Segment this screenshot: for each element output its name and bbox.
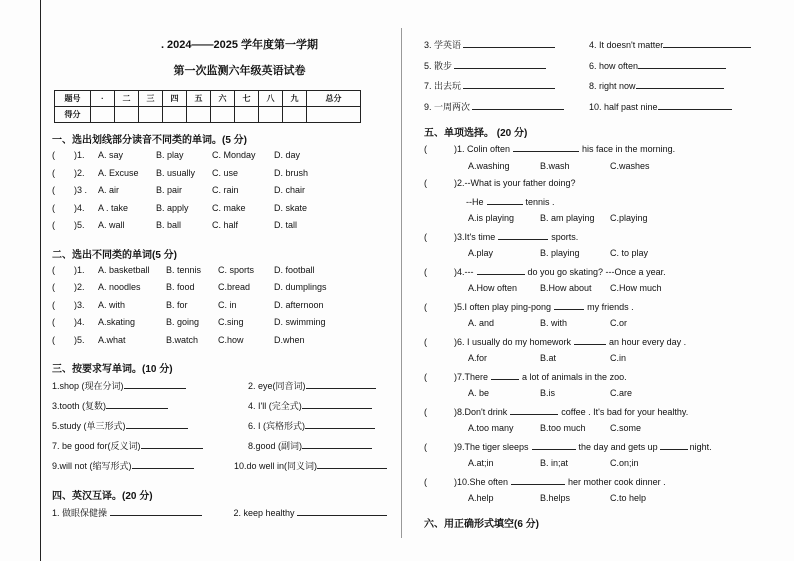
option-b: B. going bbox=[166, 317, 200, 327]
option-c: C.How much bbox=[610, 283, 662, 293]
answer-blank[interactable] bbox=[302, 440, 372, 449]
answer-blank[interactable] bbox=[491, 371, 519, 380]
score-entry-cell[interactable] bbox=[211, 107, 235, 123]
word-form-row bbox=[52, 459, 387, 479]
translation-prompt: 2. keep healthy bbox=[233, 508, 295, 518]
option-a: A. Excuse bbox=[98, 167, 139, 178]
word-form-prompt: 4. I'll (完全式) bbox=[248, 401, 302, 411]
mc-question bbox=[424, 231, 764, 249]
translation-row bbox=[424, 100, 764, 121]
question-row bbox=[52, 220, 387, 238]
answer-paren[interactable]: ( bbox=[52, 150, 55, 160]
score-entry-cell[interactable] bbox=[115, 107, 139, 123]
option-c: C.sing bbox=[218, 317, 244, 327]
mc-options bbox=[424, 388, 764, 406]
section-4-title: 四、英汉互译。(20 分) bbox=[52, 491, 153, 502]
answer-blank[interactable] bbox=[487, 196, 523, 205]
question-number: )5. bbox=[74, 220, 85, 230]
option-c: C. rain bbox=[212, 185, 239, 195]
option-c: C.are bbox=[610, 388, 633, 398]
option-d: D. chair bbox=[274, 185, 306, 195]
option-c: C. in bbox=[218, 299, 237, 310]
answer-blank[interactable] bbox=[463, 39, 555, 48]
answer-paren[interactable]: ( bbox=[52, 317, 55, 327]
question-text: night. bbox=[689, 441, 712, 452]
option-d: D. day bbox=[274, 150, 301, 160]
mc-options bbox=[424, 423, 764, 441]
mc-options bbox=[424, 458, 764, 476]
answer-blank[interactable] bbox=[663, 39, 751, 48]
answer-blank[interactable] bbox=[660, 441, 688, 450]
answer-paren[interactable]: ( bbox=[52, 334, 55, 345]
word-form-prompt: 1.shop (现在分词) bbox=[52, 381, 124, 391]
question-number: )1. bbox=[74, 264, 85, 275]
mc-options bbox=[424, 213, 764, 231]
word-form-right bbox=[248, 419, 375, 432]
score-header-cell: · bbox=[91, 91, 115, 107]
option-a: A.How often bbox=[468, 283, 518, 293]
answer-blank[interactable] bbox=[472, 101, 564, 110]
score-table bbox=[54, 90, 361, 123]
option-b: B. playing bbox=[540, 248, 580, 258]
exam-year: . 2024——2025 学年度第一学期 bbox=[160, 39, 319, 51]
score-entry-cell[interactable] bbox=[163, 107, 187, 123]
mc-options bbox=[424, 353, 764, 371]
option-a: A . take bbox=[98, 202, 129, 213]
translation-left bbox=[424, 59, 589, 72]
option-c: C. to play bbox=[610, 248, 649, 258]
translation-prompt: 10. half past nine bbox=[589, 101, 658, 112]
question-text: )10.She often bbox=[454, 476, 509, 487]
answer-paren[interactable]: ( bbox=[52, 264, 55, 275]
option-a: A. and bbox=[468, 318, 495, 328]
score-header-cell: 八 bbox=[259, 91, 283, 107]
word-form-prompt: 2. eye(同音词) bbox=[248, 381, 306, 391]
option-b: B. with bbox=[540, 318, 568, 328]
translation-right bbox=[589, 80, 724, 91]
option-a: A.too many bbox=[468, 423, 514, 433]
score-row-label: 得分 bbox=[55, 107, 91, 123]
option-c: C.washes bbox=[610, 160, 650, 171]
score-entry-cell[interactable] bbox=[235, 107, 259, 123]
mc-options bbox=[424, 283, 764, 301]
option-a: A.what bbox=[98, 334, 126, 345]
option-b: B. ball bbox=[156, 220, 182, 230]
answer-blank[interactable] bbox=[511, 476, 565, 485]
answer-paren[interactable]: ( bbox=[424, 476, 427, 487]
right-column bbox=[424, 38, 764, 534]
question-text: coffee . It's bad for your healthy. bbox=[561, 406, 689, 417]
score-entry-cell[interactable] bbox=[139, 107, 163, 123]
option-a: A.skating bbox=[98, 317, 136, 327]
option-a: A. wall bbox=[98, 220, 125, 230]
score-header-cell: 七 bbox=[235, 91, 259, 107]
option-c: C. sports bbox=[218, 264, 255, 275]
translation-prompt: 6. how often bbox=[589, 60, 639, 71]
word-form-right bbox=[248, 439, 372, 452]
answer-blank[interactable] bbox=[454, 60, 546, 69]
question-row bbox=[52, 168, 387, 186]
option-c: C. Monday bbox=[212, 150, 256, 160]
question-text: )5.I often play ping-pong bbox=[454, 301, 552, 312]
option-a: A.help bbox=[468, 493, 494, 503]
exam-title: 第一次监测六年级英语试卷 bbox=[173, 65, 306, 77]
option-b: B. play bbox=[156, 150, 184, 160]
option-b: B. usually bbox=[156, 167, 196, 178]
answer-blank[interactable] bbox=[106, 400, 168, 409]
option-d: D. tall bbox=[274, 220, 298, 230]
word-form-left bbox=[52, 379, 248, 392]
question-text: his face in the morning. bbox=[582, 144, 676, 154]
question-number: )3. bbox=[74, 299, 85, 310]
option-b: B. pair bbox=[156, 185, 183, 195]
answer-blank[interactable] bbox=[305, 420, 375, 429]
answer-blank[interactable] bbox=[477, 266, 525, 275]
option-a: A. basketball bbox=[98, 264, 150, 275]
answer-blank[interactable] bbox=[510, 406, 558, 415]
word-form-prompt: 7. be good for(反义词) bbox=[52, 441, 141, 451]
option-b: B.is bbox=[540, 388, 556, 398]
translation-left bbox=[424, 79, 589, 92]
question-number: )5. bbox=[74, 334, 85, 345]
question-number: )2. bbox=[74, 167, 85, 178]
mc-question bbox=[424, 196, 764, 214]
word-form-left bbox=[52, 459, 234, 472]
option-c: C. half bbox=[212, 220, 239, 230]
option-d: D. dumplings bbox=[274, 282, 327, 292]
answer-blank[interactable] bbox=[306, 380, 376, 389]
answer-paren[interactable]: ( bbox=[52, 220, 55, 230]
section-6-title: 六、用正确形式填空(6 分) bbox=[424, 518, 539, 530]
mc-question bbox=[424, 441, 764, 459]
question-text: )7.There bbox=[454, 371, 489, 382]
option-a: A. with bbox=[98, 299, 126, 310]
option-b: B.watch bbox=[166, 334, 199, 345]
question-number: )2. bbox=[74, 282, 85, 292]
answer-blank[interactable] bbox=[513, 143, 579, 152]
answer-blank[interactable] bbox=[126, 420, 188, 429]
answer-paren[interactable]: ( bbox=[424, 406, 427, 417]
section-5-title: 五、单项选择。 (20 分) bbox=[424, 128, 528, 139]
mc-options bbox=[424, 493, 764, 511]
mc-question bbox=[424, 406, 764, 424]
option-a: A. noodles bbox=[98, 282, 141, 292]
question-row bbox=[52, 282, 387, 300]
option-c: C.bread bbox=[218, 282, 251, 292]
translation-prompt: 8. right now bbox=[589, 81, 636, 91]
word-form-left bbox=[52, 419, 248, 432]
option-c: C.some bbox=[610, 423, 642, 433]
question-text: )6. I usually do my homework bbox=[454, 336, 572, 347]
option-a: A. be bbox=[468, 388, 490, 398]
left-column bbox=[52, 36, 387, 526]
translation-left bbox=[424, 100, 589, 113]
translation-prompt: 4. It doesn't matter bbox=[589, 40, 664, 50]
score-entry-cell[interactable] bbox=[187, 107, 211, 123]
section-3-list bbox=[52, 379, 387, 479]
option-d: D. brush bbox=[274, 167, 309, 178]
answer-blank[interactable] bbox=[498, 231, 548, 240]
option-d: D. swimming bbox=[274, 317, 326, 327]
option-a: A.at;in bbox=[468, 458, 494, 468]
score-header-cell: 九 bbox=[283, 91, 307, 107]
section-2-title: 二、选出不同类的单词(5 分) bbox=[52, 249, 177, 261]
word-form-row bbox=[52, 399, 387, 419]
translation-right bbox=[589, 101, 732, 112]
question-text: do you go skating? ---Once a year. bbox=[527, 266, 666, 277]
word-form-prompt: 9.will not (缩写形式) bbox=[52, 461, 132, 471]
option-d: D. afternoon bbox=[274, 299, 324, 310]
answer-blank[interactable] bbox=[638, 60, 726, 69]
question-text: )4.--- bbox=[454, 266, 474, 277]
mc-question bbox=[424, 266, 764, 284]
mc-question bbox=[424, 143, 764, 161]
option-a: A. air bbox=[98, 185, 120, 195]
section-2-list bbox=[52, 265, 387, 353]
answer-paren[interactable]: ( bbox=[424, 336, 427, 347]
option-b: B. tennis bbox=[166, 264, 202, 275]
word-form-row bbox=[52, 439, 387, 459]
score-header-cell: 三 bbox=[139, 91, 163, 107]
option-c: C.or bbox=[610, 318, 628, 328]
answer-paren[interactable]: ( bbox=[52, 185, 55, 195]
option-c: C.to help bbox=[610, 493, 647, 503]
option-d: D.when bbox=[274, 334, 305, 345]
option-c: C.playing bbox=[610, 213, 648, 223]
answer-blank[interactable] bbox=[574, 336, 606, 345]
option-a: A. say bbox=[98, 150, 124, 160]
question-row bbox=[52, 265, 387, 283]
mc-options bbox=[424, 318, 764, 336]
answer-blank[interactable] bbox=[317, 460, 387, 469]
question-text: a lot of animals in the zoo. bbox=[522, 371, 627, 382]
question-row bbox=[52, 185, 387, 203]
word-form-right bbox=[234, 459, 387, 472]
section-1-list bbox=[52, 150, 387, 238]
score-header-cell: 六 bbox=[211, 91, 235, 107]
mc-question bbox=[424, 301, 764, 319]
score-entry-cell[interactable] bbox=[283, 107, 307, 123]
answer-blank[interactable] bbox=[132, 460, 194, 469]
score-header-cell: 总分 bbox=[307, 91, 361, 107]
option-b: B. for bbox=[166, 299, 188, 310]
question-row bbox=[52, 335, 387, 353]
answer-paren[interactable]: ( bbox=[424, 266, 427, 277]
word-form-prompt: 6. I (宾格形式) bbox=[248, 421, 306, 431]
question-text: )8.Don't drink bbox=[454, 406, 508, 417]
section-1-title: 一、选出划线部分读音不同类的单词。(5 分) bbox=[52, 135, 247, 146]
option-c: C. make bbox=[212, 202, 246, 213]
mc-question bbox=[424, 336, 764, 354]
answer-paren[interactable]: ( bbox=[52, 282, 55, 292]
answer-paren[interactable]: ( bbox=[52, 299, 55, 310]
translation-row bbox=[424, 38, 764, 59]
question-row bbox=[52, 150, 387, 168]
answer-paren[interactable]: ( bbox=[52, 167, 55, 178]
question-number: )4. bbox=[74, 317, 85, 327]
score-header-cell: 题号 bbox=[55, 91, 91, 107]
option-a: A.for bbox=[468, 353, 488, 363]
option-d: D. skate bbox=[274, 202, 308, 213]
answer-paren[interactable]: ( bbox=[424, 178, 427, 188]
question-number: )4. bbox=[74, 202, 85, 213]
question-text: --He bbox=[466, 196, 484, 207]
question-text: )3.It's time bbox=[454, 231, 496, 242]
option-a: A.play bbox=[468, 248, 494, 258]
answer-blank[interactable] bbox=[297, 507, 387, 516]
word-form-row bbox=[52, 379, 387, 399]
score-header-cell: 五 bbox=[187, 91, 211, 107]
translation-row bbox=[424, 59, 764, 80]
mc-question bbox=[424, 178, 764, 196]
question-number: )3 . bbox=[74, 185, 88, 195]
translation-left bbox=[424, 38, 589, 51]
answer-blank[interactable] bbox=[110, 507, 202, 516]
option-c: C.in bbox=[610, 353, 627, 363]
option-c: C.on;in bbox=[610, 458, 639, 468]
score-entry-cell[interactable] bbox=[307, 107, 361, 123]
answer-paren[interactable]: ( bbox=[424, 301, 427, 312]
translation-prompt: 5. 散步 bbox=[424, 60, 453, 71]
word-form-prompt: 8.good (副词) bbox=[248, 441, 303, 451]
answer-paren[interactable]: ( bbox=[424, 144, 427, 154]
question-text: sports. bbox=[551, 231, 579, 242]
score-entry-cell[interactable] bbox=[91, 107, 115, 123]
score-entry-cell[interactable] bbox=[259, 107, 283, 123]
word-form-prompt: 10.do well in(同义词) bbox=[233, 461, 317, 471]
section-5-list bbox=[424, 143, 764, 511]
word-form-prompt: 5.study (单三形式) bbox=[52, 421, 126, 431]
option-c: C.how bbox=[218, 334, 244, 345]
word-form-right bbox=[248, 399, 372, 412]
question-row bbox=[52, 203, 387, 221]
option-b: B. food bbox=[166, 282, 195, 292]
option-b: B.wash bbox=[540, 160, 570, 171]
option-a: A.washing bbox=[468, 160, 510, 171]
translation-right bbox=[589, 39, 751, 50]
answer-blank[interactable] bbox=[554, 301, 584, 310]
section-4-continued bbox=[424, 38, 764, 120]
option-b: B. in;at bbox=[540, 458, 569, 468]
answer-paren[interactable]: ( bbox=[424, 231, 427, 242]
question-text: her mother cook dinner . bbox=[568, 476, 666, 487]
option-c: C. use bbox=[212, 167, 239, 178]
answer-blank[interactable] bbox=[658, 101, 732, 110]
word-form-row bbox=[52, 419, 387, 439]
translation-prompt: 9. 一周两次 bbox=[424, 101, 471, 112]
question-text: )2.--What is your father doing? bbox=[454, 178, 576, 188]
option-b: B. am playing bbox=[540, 213, 595, 223]
answer-paren[interactable]: ( bbox=[424, 371, 427, 382]
mc-options bbox=[424, 161, 764, 179]
answer-blank[interactable] bbox=[463, 80, 555, 89]
question-text: )1. Colin often bbox=[454, 144, 511, 154]
mc-options bbox=[424, 248, 764, 266]
translation-row bbox=[424, 79, 764, 100]
word-form-left bbox=[52, 399, 248, 412]
option-a: A.is playing bbox=[468, 213, 515, 223]
option-b: B.helps bbox=[540, 493, 571, 503]
question-row bbox=[52, 317, 387, 335]
translation-prompt: 7. 出去玩 bbox=[424, 81, 462, 91]
mc-question bbox=[424, 476, 764, 494]
answer-blank[interactable] bbox=[124, 380, 186, 389]
translation-prompt: 3. 学英语 bbox=[424, 40, 462, 50]
word-form-right bbox=[248, 379, 376, 392]
question-number: )1. bbox=[74, 150, 85, 160]
answer-paren[interactable]: ( bbox=[52, 202, 55, 213]
answer-blank[interactable] bbox=[532, 441, 576, 450]
score-header-cell: 二 bbox=[115, 91, 139, 107]
binding-line bbox=[40, 0, 41, 561]
option-b: B.How about bbox=[540, 283, 592, 293]
question-text: )9.The tiger sleeps bbox=[454, 441, 529, 452]
option-b: B. apply bbox=[156, 202, 189, 213]
score-header-cell: 四 bbox=[163, 91, 187, 107]
question-text: the day and gets up bbox=[578, 441, 658, 452]
option-b: B.at bbox=[540, 353, 557, 363]
mc-question bbox=[424, 371, 764, 389]
word-form-prompt: 3.tooth (复数) bbox=[52, 401, 107, 411]
question-row bbox=[52, 300, 387, 318]
answer-blank[interactable] bbox=[636, 80, 724, 89]
option-d: D. football bbox=[274, 264, 315, 275]
word-form-left bbox=[52, 439, 248, 452]
answer-paren[interactable]: ( bbox=[424, 441, 427, 452]
section-3-title: 三、按要求写单词。(10 分) bbox=[52, 364, 173, 375]
column-divider bbox=[401, 28, 402, 538]
option-b: B.too much bbox=[540, 423, 586, 433]
answer-blank[interactable] bbox=[141, 440, 203, 449]
translation-prompt: 1. 做眼保健操 bbox=[52, 508, 108, 518]
translation-right bbox=[589, 60, 726, 71]
answer-blank[interactable] bbox=[302, 400, 372, 409]
question-text: an hour every day . bbox=[609, 336, 687, 347]
question-text: tennis . bbox=[525, 196, 555, 207]
translation-row bbox=[52, 506, 387, 526]
question-text: my friends . bbox=[587, 301, 634, 312]
